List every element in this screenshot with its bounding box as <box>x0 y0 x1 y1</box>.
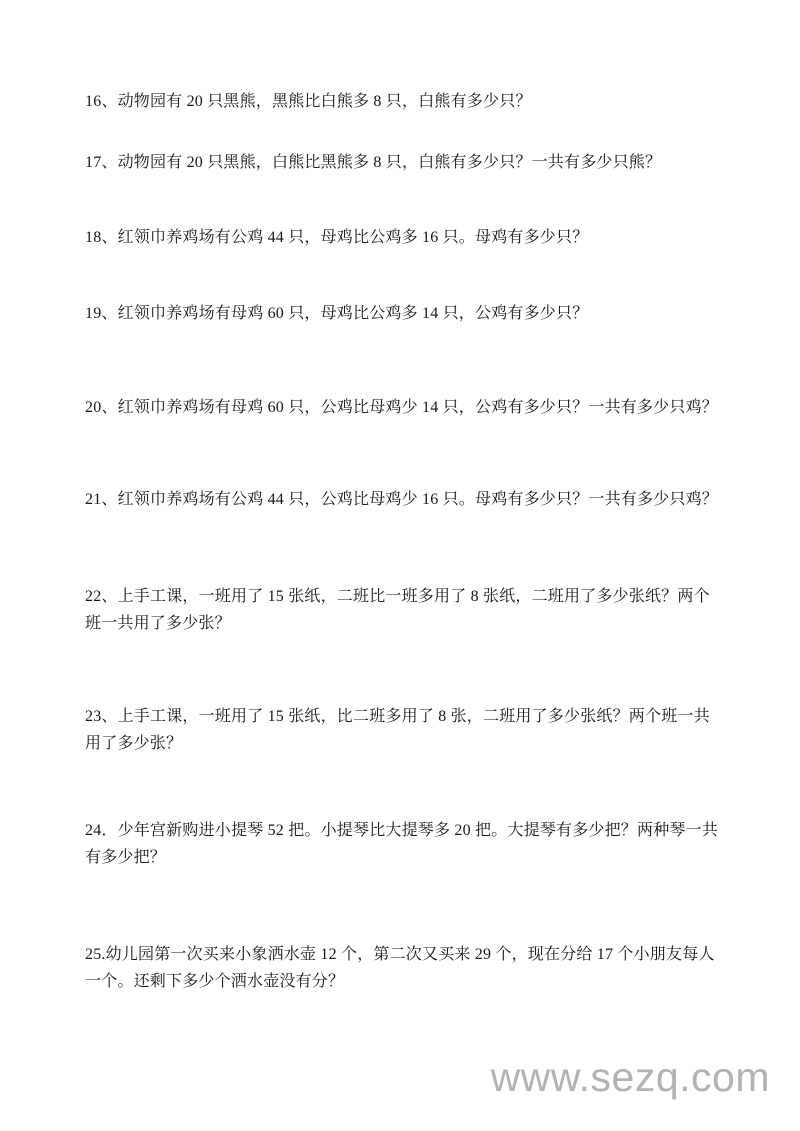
watermark-text: www.sezq.com <box>490 1054 770 1100</box>
question-24-line: 有多少把？ <box>85 849 167 866</box>
question-19-line: 19、红领巾养鸡场有母鸡 60 只，母鸡比公鸡多 14 只，公鸡有多少只？ <box>85 305 589 322</box>
question-18 <box>85 224 765 251</box>
question-24 <box>85 817 765 871</box>
question-16-line: 16、动物园有 20 只黑熊，黑熊比白熊多 8 只，白熊有多少只？ <box>85 93 532 110</box>
question-23-line: 用了多少张？ <box>85 735 183 752</box>
question-18-line: 18、红领巾养鸡场有公鸡 44 只，母鸡比公鸡多 16 只。母鸡有多少只？ <box>85 229 589 246</box>
question-22-line: 22、上手工课，一班用了 15 张纸，二班比一班多用了 8 张纸，二班用了多少张纸？两个 <box>85 588 710 605</box>
question-19 <box>85 300 765 327</box>
question-23 <box>85 703 765 757</box>
question-24-line: 24．少年宫新购进小提琴 52 把。小提琴比大提琴多 20 把。大提琴有多少把？两种琴一共 <box>85 822 719 839</box>
question-22 <box>85 583 765 637</box>
question-22-line: 班一共用了多少张？ <box>85 615 231 632</box>
question-20 <box>85 394 765 421</box>
question-20-line: 20、红领巾养鸡场有母鸡 60 只，公鸡比母鸡少 14 只，公鸡有多少只？一共有多少只鸡？ <box>85 399 719 416</box>
question-21 <box>85 486 765 513</box>
question-17 <box>85 149 765 176</box>
question-23-line: 23、上手工课，一班用了 15 张纸，比二班多用了 8 张，二班用了多少张纸？两个班一共 <box>85 708 710 725</box>
question-16 <box>85 88 765 115</box>
question-21-line: 21、红领巾养鸡场有公鸡 44 只，公鸡比母鸡少 16 只。母鸡有多少只？一共有多少只鸡？ <box>85 491 719 508</box>
question-25-line: 一个。还剩下多少个洒水壶没有分？ <box>85 973 345 990</box>
question-25 <box>85 941 765 995</box>
question-17-line: 17、动物园有 20 只黑熊，白熊比黑熊多 8 只，白熊有多少只？一共有多少只熊？ <box>85 154 662 171</box>
question-25-line: 25.幼儿园第一次买来小象洒水壶 12 个，第二次又买来 29 个，现在分给 17 个小朋友每人 <box>85 946 715 963</box>
